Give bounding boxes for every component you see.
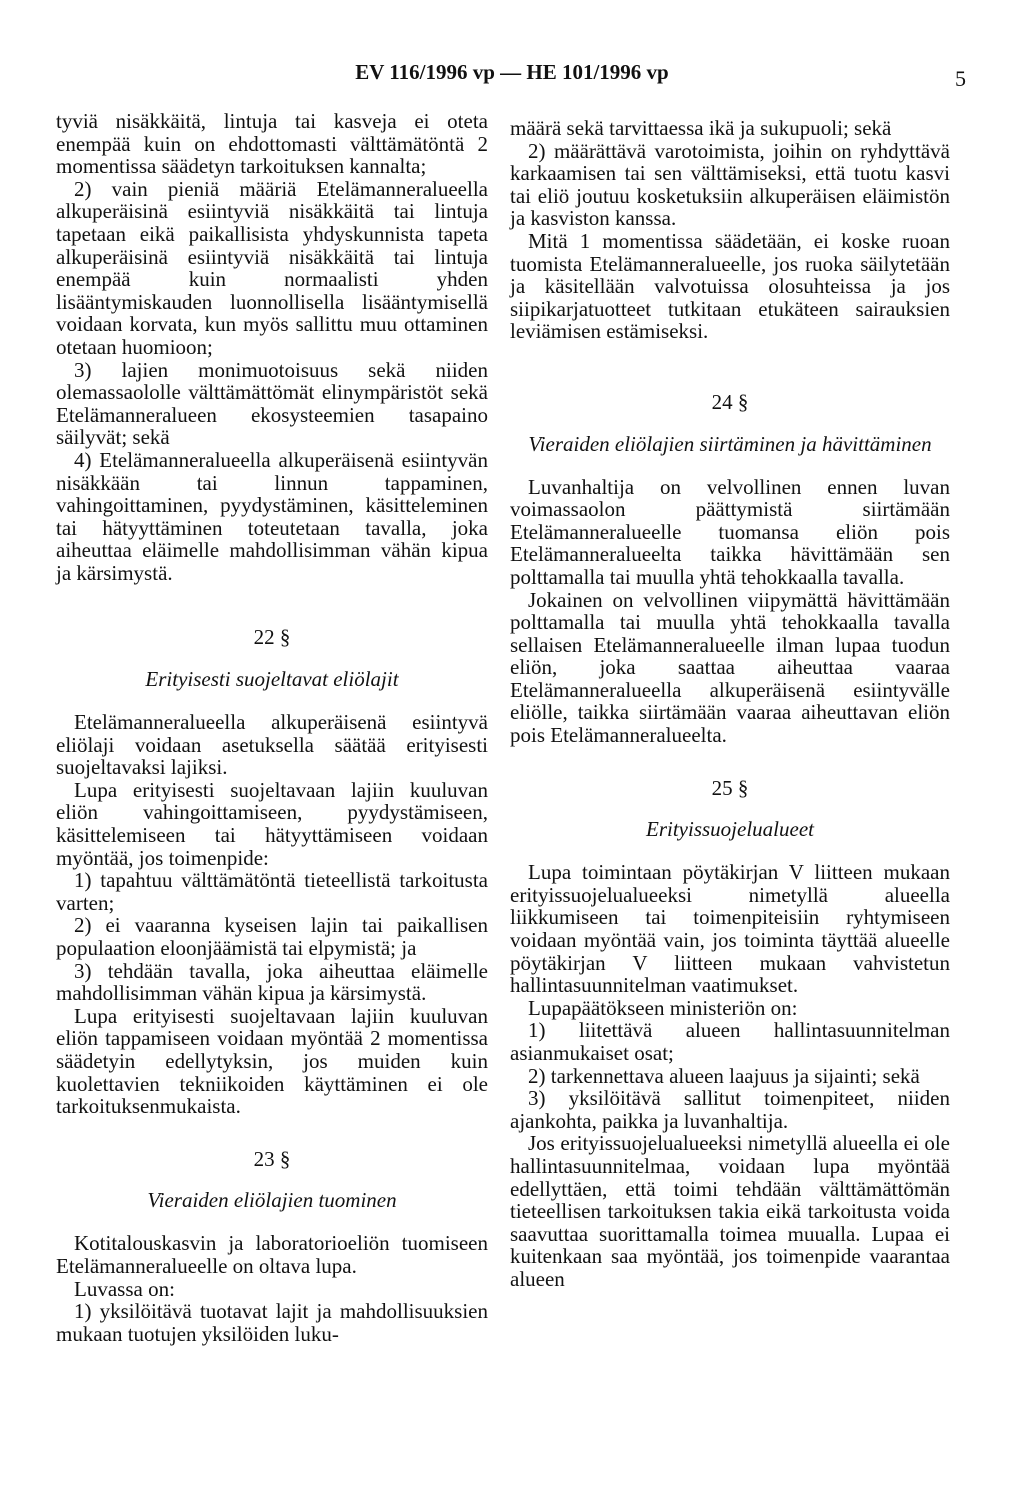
section-heading-23 bbox=[56, 1148, 488, 1213]
section-number: 24 § bbox=[711, 389, 749, 414]
section-number: 25 § bbox=[711, 775, 749, 800]
paragraph: Lupa erityisesti suojeltavaan lajiin kuuluvan eliön vahingoittamiseen, pyydystämiseen, käsittelemiseen tai hätyyttämiseen voidaan myöntää, jos toimenpide: bbox=[56, 777, 488, 870]
paragraph: 3) yksilöitävä sallitut toimenpiteet, niiden ajankohta, paikka ja luvanhaltija. bbox=[510, 1086, 950, 1133]
section-title: Erityissuojelualueet bbox=[646, 817, 814, 842]
paragraph: 3) lajien monimuotoisuus sekä niiden olemassaololle välttämättömät elinympäristöt sekä Etelämanneralueen ekosysteemien tasapaino säilyvät; sekä bbox=[56, 357, 488, 450]
paragraph: Mitä 1 momentissa säädetään, ei koske ruoan tuomista Etelämanneralueelle, jos ruoka säilytetään ja käsitellään valvotuissa olosuhteissa ja jos siipikarjatuotteet tutkitaan etukäteen sairauksien leviämisen estämiseksi. bbox=[510, 228, 950, 344]
paragraph: Luvassa on: bbox=[74, 1276, 175, 1301]
section-number: 22 § bbox=[253, 625, 291, 650]
section-heading-24 bbox=[510, 391, 950, 456]
paragraph: määrä sekä tarvittaessa ikä ja sukupuoli; sekä bbox=[510, 116, 892, 140]
paragraph: 4) Etelämanneralueella alkuperäisenä esiintyvän nisäkkään tai linnun tappaminen, vahingoittaminen, pyydystäminen, käsitteleminen tai hätyyttäminen toteutetaan tavalla, joka aiheuttaa eläimelle mahdollisimman vähän kipua ja kärsimystä. bbox=[56, 447, 488, 585]
section-title: Erityisesti suojeltavat eliölajit bbox=[145, 667, 399, 692]
section-heading-22 bbox=[56, 626, 488, 691]
paragraph: Kotitalouskasvin ja laboratorioeliön tuomiseen Etelämanneralueelle on oltava lupa. bbox=[56, 1231, 488, 1278]
paragraph: 1) tapahtuu välttämätöntä tieteellistä tarkoitusta varten; bbox=[56, 868, 488, 915]
section-number: 23 § bbox=[253, 1146, 291, 1171]
paragraph: Lupa toimintaan pöytäkirjan V liitteen mukaan erityissuojelualueeksi nimetyllä alueella liikkumiseen tai toimenpiteisiin ryhtymiseen voidaan myöntää vain, jos toiminta täyttää alueelle pöytäkirjan V liitteen mukaan vahvistetun hallintasuunnitelman vaatimukset. bbox=[510, 860, 950, 998]
section-heading-25 bbox=[510, 777, 950, 842]
paragraph: 2) ei vaaranna kyseisen lajin tai paikallisen populaation eloonjäämistä tai elpymistä; ja bbox=[56, 913, 488, 960]
section-title: Vieraiden eliölajien tuominen bbox=[147, 1188, 397, 1213]
paragraph: Luvanhaltija on velvollinen ennen luvan voimassaolon päättymistä siirtämään Etelämanneralueelle tuomansa eliön pois Etelämanneralueelta taikka hävittämään sen polttamalla tai muulla yhtä tehokkaalla tavalla. bbox=[510, 474, 950, 589]
paragraph: 2) määrättävä varotoimista, joihin on ryhdyttävä karkaamisen tai sen välttämiseksi, että tuotu kasvi tai eliö joutuu kosketuksiin alkuperäisen eläimistön ja kasviston kanssa. bbox=[510, 138, 950, 231]
paragraph: 2) tarkennettava alueen laajuus ja sijainti; sekä bbox=[528, 1063, 920, 1088]
paragraph: Jokainen on velvollinen viipymättä hävittämään polttamalla tai muulla yhtä tehokkaalla tavalla sellaisen Etelämanneralueelle ilman lupaa tuodun eliön, joka saattaa aiheuttaa vaaraa Etelämanneralueella alkuperäisenä esiintyvälle eliölle, taikka siirtämään vaaraa aiheuttavan eliön pois Etelämanneralueelta. bbox=[510, 587, 950, 748]
paragraph: tyviä nisäkkäitä, lintuja tai kasveja ei oteta enempää kuin on ehdottomasti välttämätöntä 2 momentissa säädetyn tarkoituksen kannalta; bbox=[56, 109, 488, 179]
running-header: EV 116/1996 vp — HE 101/1996 vp bbox=[355, 60, 669, 84]
paragraph: Jos erityissuojelualueeksi nimetyllä alueella ei ole hallintasuunnitelmaa, voidaan lupa myöntää edellyttäen, että toimi tehdään välttämättömän tieteellisen tarkoituksen takia eikä tarkoitusta voida saavuttaa suorittamalla toimea muualla. Lupaa ei kuitenkaan saa myöntää, jos toimenpide vaarantaa alueen bbox=[510, 1131, 950, 1291]
paragraph: 2) vain pieniä määriä Etelämanneralueella alkuperäisinä esiintyviä nisäkkäitä tai lintuja tapetaan eikä paikallisista yhdyskunnista tapeta alkuperäisinä esiintyviä nisäkkäitä tai lintuja enempää kuin normaalisti yhden lisääntymiskauden luonnollisella lisääntymisellä voidaan korvata, kun myös sallittu muu ottaminen otetaan huomioon; bbox=[56, 176, 488, 359]
page-number: 5 bbox=[955, 66, 966, 91]
section-title: Vieraiden eliölajien siirtäminen ja hävittäminen bbox=[528, 431, 932, 456]
paragraph: Lupa erityisesti suojeltavaan lajiin kuuluvan eliön tappamiseen voidaan myöntää 2 momentissa säädetyin edellytyksin, jos muiden kuin kuolettavien tekniikoiden käyttäminen ei ole tarkoituksenmukaista. bbox=[56, 1003, 488, 1119]
paragraph: 1) liitettävä alueen hallintasuunnitelman asianmukaiset osat; bbox=[510, 1018, 950, 1065]
paragraph: 1) yksilöitävä tuotavat lajit ja mahdollisuuksien mukaan tuotujen yksilöiden luku- bbox=[56, 1299, 488, 1346]
paragraph: Lupapäätökseen ministeriön on: bbox=[528, 995, 798, 1020]
paragraph: Etelämanneralueella alkuperäisenä esiintyvä eliölaji voidaan asetuksella säätää erityisesti suojeltavaksi lajiksi. bbox=[56, 710, 488, 780]
paragraph: 3) tehdään tavalla, joka aiheuttaa eläimelle mahdollisimman vähän kipua ja kärsimystä. bbox=[56, 958, 488, 1006]
left-column bbox=[56, 110, 488, 1345]
right-column bbox=[510, 117, 950, 1291]
